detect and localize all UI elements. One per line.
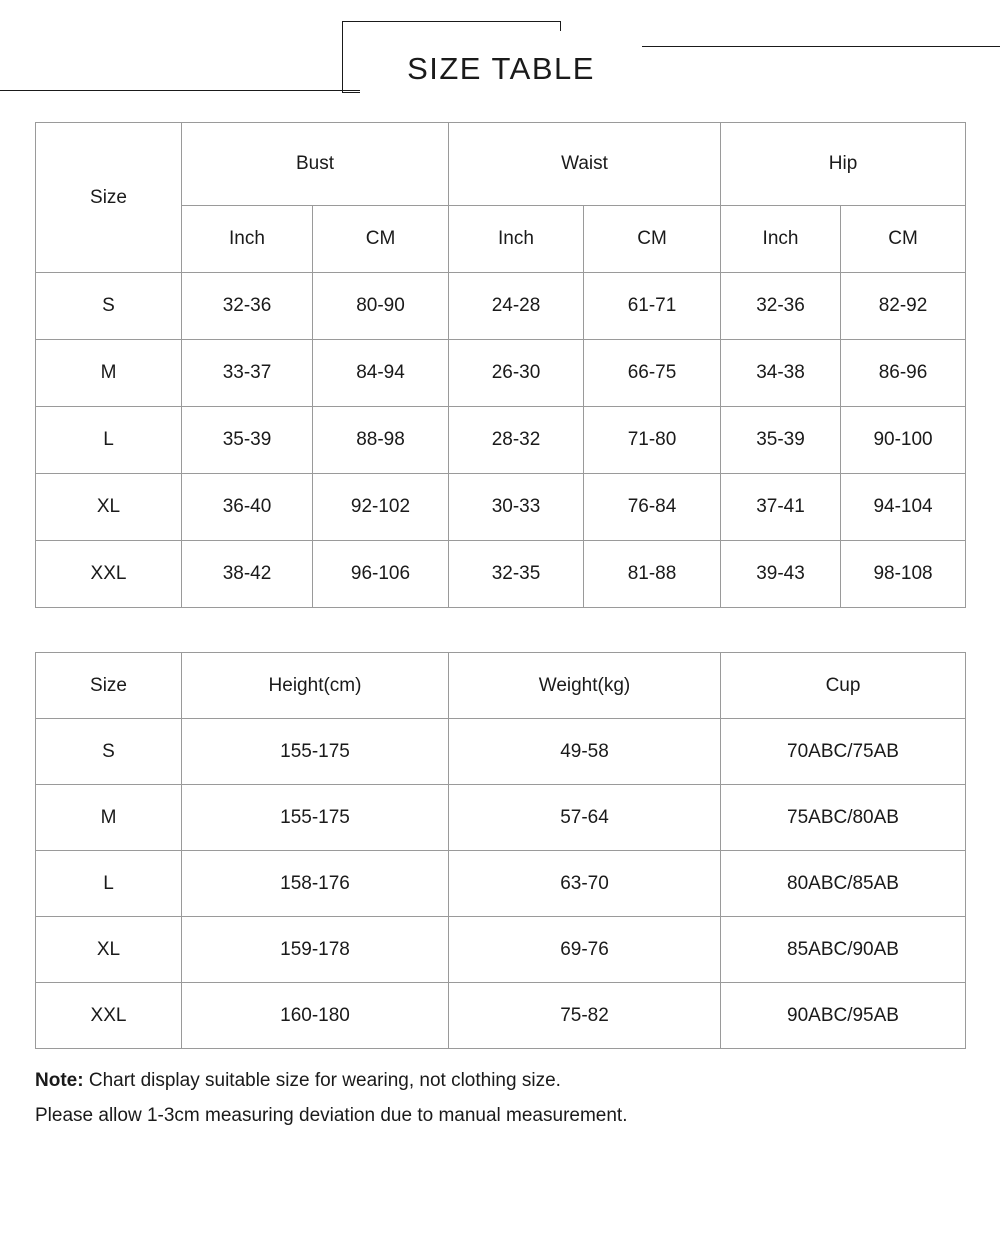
header-size: Size — [36, 653, 182, 719]
table-row — [36, 917, 966, 983]
table-row — [36, 340, 966, 407]
header-unit-waist-cm: CM — [584, 206, 721, 273]
cell-cup: 85ABC/90AB — [721, 917, 966, 983]
table-header-row — [36, 653, 966, 719]
cell-hip-cm: 82-92 — [841, 273, 966, 340]
cell-waist-inch: 32-35 — [449, 541, 584, 608]
header-rule-left — [0, 90, 364, 91]
cell-waist-inch: 28-32 — [449, 407, 584, 474]
note-line-2: Please allow 1-3cm measuring deviation due to manual measurement. — [35, 1105, 628, 1126]
header-unit-hip-inch: Inch — [721, 206, 841, 273]
header-unit-bust-cm: CM — [313, 206, 449, 273]
table-header-row-groups — [36, 123, 966, 206]
cell-height: 159-178 — [182, 917, 449, 983]
cell-height: 155-175 — [182, 785, 449, 851]
cell-waist-cm: 81-88 — [584, 541, 721, 608]
cell-waist-cm: 71-80 — [584, 407, 721, 474]
cell-hip-inch: 35-39 — [721, 407, 841, 474]
cell-bust-cm: 80-90 — [313, 273, 449, 340]
cell-waist-inch: 24-28 — [449, 273, 584, 340]
cell-cup: 90ABC/95AB — [721, 983, 966, 1049]
cell-height: 155-175 — [182, 719, 449, 785]
note-text-1: Chart display suitable size for wearing, not clothing size. — [83, 1070, 561, 1091]
cell-hip-inch: 34-38 — [721, 340, 841, 407]
cell-waist-cm: 66-75 — [584, 340, 721, 407]
cell-hip-inch: 39-43 — [721, 541, 841, 608]
table-row — [36, 719, 966, 785]
header-unit-hip-cm: CM — [841, 206, 966, 273]
cell-weight: 57-64 — [449, 785, 721, 851]
cell-hip-cm: 98-108 — [841, 541, 966, 608]
cell-cup: 70ABC/75AB — [721, 719, 966, 785]
note-line-1 — [35, 1063, 965, 1098]
header-weight: Weight(kg) — [449, 653, 721, 719]
cell-weight: 63-70 — [449, 851, 721, 917]
cell-waist-cm: 61-71 — [584, 273, 721, 340]
cell-height: 160-180 — [182, 983, 449, 1049]
cell-hip-inch: 37-41 — [721, 474, 841, 541]
table-row — [36, 273, 966, 340]
cell-bust-inch: 38-42 — [182, 541, 313, 608]
cell-hip-cm: 94-104 — [841, 474, 966, 541]
row-size: XXL — [36, 541, 182, 608]
body-table-wrap — [35, 652, 965, 1049]
table-row — [36, 983, 966, 1049]
cell-bust-inch: 33-37 — [182, 340, 313, 407]
note-block — [35, 1063, 965, 1133]
row-size: XXL — [36, 983, 182, 1049]
body-measurements-table — [35, 652, 966, 1049]
header-size: Size — [36, 123, 182, 273]
cell-bust-inch: 32-36 — [182, 273, 313, 340]
measurements-table-wrap — [35, 122, 965, 608]
cell-bust-cm: 92-102 — [313, 474, 449, 541]
page-header — [0, 0, 1000, 122]
cell-bust-cm: 84-94 — [313, 340, 449, 407]
header-rule-right — [610, 46, 1000, 47]
cell-waist-inch: 26-30 — [449, 340, 584, 407]
row-size: S — [36, 719, 182, 785]
cell-waist-cm: 76-84 — [584, 474, 721, 541]
cell-cup: 80ABC/85AB — [721, 851, 966, 917]
row-size: XL — [36, 474, 182, 541]
header-group-hip: Hip — [721, 123, 966, 206]
row-size: S — [36, 273, 182, 340]
cell-waist-inch: 30-33 — [449, 474, 584, 541]
header-height: Height(cm) — [182, 653, 449, 719]
row-size: M — [36, 340, 182, 407]
header-unit-waist-inch: Inch — [449, 206, 584, 273]
table-row — [36, 407, 966, 474]
measurements-table — [35, 122, 966, 608]
cell-bust-cm: 96-106 — [313, 541, 449, 608]
table-row — [36, 785, 966, 851]
cell-hip-cm: 86-96 — [841, 340, 966, 407]
header-group-waist: Waist — [449, 123, 721, 206]
cell-cup: 75ABC/80AB — [721, 785, 966, 851]
note-lead: Note: — [35, 1070, 84, 1091]
cell-weight: 75-82 — [449, 983, 721, 1049]
cell-hip-cm: 90-100 — [841, 407, 966, 474]
cell-weight: 69-76 — [449, 917, 721, 983]
cell-bust-cm: 88-98 — [313, 407, 449, 474]
cell-weight: 49-58 — [449, 719, 721, 785]
header-group-bust: Bust — [182, 123, 449, 206]
header-unit-bust-inch: Inch — [182, 206, 313, 273]
cell-bust-inch: 36-40 — [182, 474, 313, 541]
cell-bust-inch: 35-39 — [182, 407, 313, 474]
table-row — [36, 851, 966, 917]
cell-height: 158-176 — [182, 851, 449, 917]
header-cup: Cup — [721, 653, 966, 719]
table-row — [36, 474, 966, 541]
cell-hip-inch: 32-36 — [721, 273, 841, 340]
row-size: M — [36, 785, 182, 851]
table-row — [36, 541, 966, 608]
table-spacer — [0, 608, 1000, 652]
row-size: XL — [36, 917, 182, 983]
row-size: L — [36, 407, 182, 474]
page-title: SIZE TABLE — [360, 31, 642, 107]
row-size: L — [36, 851, 182, 917]
